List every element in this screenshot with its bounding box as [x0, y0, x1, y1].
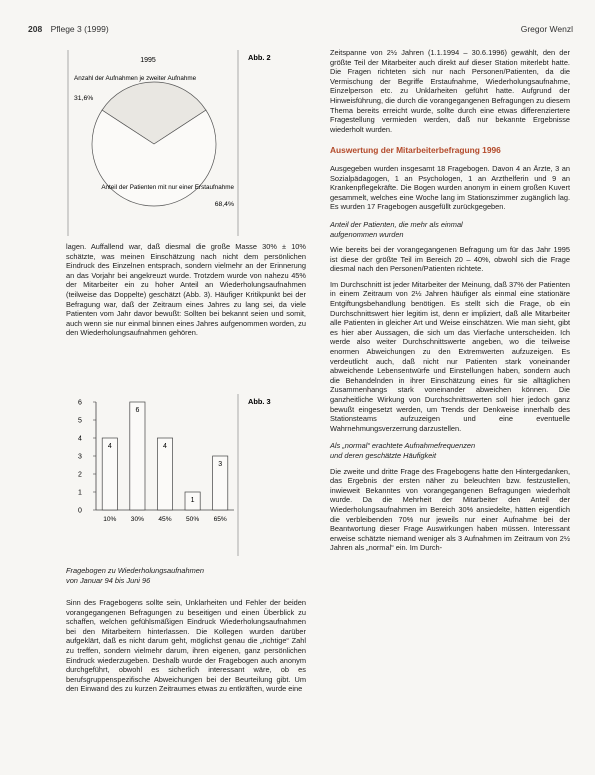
bar-value-label: 4	[163, 443, 167, 450]
paragraph: lagen. Auffallend war, daß diesmal die große Masse 30% ± 10% schätzte, was meinen Einschätzung nach nicht dem persönlichen Eindruck des Einzelnen entsprach, sondern vielmehr an der Erinnerung an das Vorjahr bei angekreuzt wurde. Trotzdem wurde von nahezu 45% der Mitarbeiter ein zu hoher Anteil an Wiederholungsaufnahmen (teilweise das Doppelte) geschätzt (Abb. 3). Häufiger Kritikpunkt bei der Befragung war, daß der Zeitraum eines Jahres zu lang sei, da viele Patienten vom Jahr davor bewußt: Sollten bei bekannt seien und somit, auch wenn sie nur einmal binnen eines Jahres aufgenommen worden, zu den Wiederholungsaufnahmen gehören.	[66, 242, 306, 338]
subheading-line: und deren geschätzte Häufigkeit	[330, 450, 437, 460]
bar	[130, 402, 145, 510]
x-tick-label: 45%	[158, 516, 172, 523]
subsection-heading	[330, 441, 570, 460]
pie-title: 1995	[140, 57, 156, 64]
x-tick-label: 50%	[185, 516, 200, 523]
caption-line: von Januar 94 bis Juni 96	[66, 575, 151, 585]
paragraph: Wie bereits bei der vorangegangenen Befragung um für das Jahr 1995 ist diese der größte Teil im Bereich 20 – 40%, obwohl sich die Frage diesmal nach den Personen/Patienten richtete.	[330, 245, 570, 274]
y-tick-label: 5	[78, 417, 82, 425]
pie-top-label: Anzahl der Aufnahmen je zweiter Aufnahme	[74, 75, 197, 82]
bar-value-label: 4	[107, 443, 112, 450]
pie-bottom-label: Anteil der Patienten mit nur einer Erstaufnahme	[101, 184, 234, 191]
subheading-line: Als „normal“ erachtete Aufnahmefrequenzen	[330, 441, 476, 451]
page-number: 208	[28, 24, 43, 34]
right-column-text	[330, 48, 570, 559]
y-tick-label: 6	[78, 399, 82, 407]
paragraph: Sinn des Fragebogens sollte sein, Unklarheiten und Fehler der beiden vorangegangenen Befragungen zu beseitigen und einen Überblick zu schaffen, welchen gefühlsmäßigen Eindruck Wiederholungsaufnahmen bei den Mitarbeitern hinterlassen. Die Kollegen wurden darüber aufgeklärt, daß es nicht darum geht, möglichst genau die „richtige“ Zahl zu treffen, sondern vielmehr darum, ihren eigenen, ganz persönlichen Eindruck wiederzugeben. Deshalb wurde der Fragebogen auch anonym durchgeführt, obwohl es sicherlich interessant wäre, ob es berufsgruppenspezifische Abweichungen bei der Beurteilung gibt. Um den Einwand des zu kurzen Zeitraumes etwas zu entkräften, wurde eine	[66, 598, 306, 694]
y-tick-label: 4	[78, 435, 82, 443]
caption-line: Fragebogen zu Wiederholungsaufnahmen	[66, 566, 204, 575]
x-tick-label: 30%	[130, 516, 145, 523]
bar-value-label: 1	[190, 497, 195, 504]
left-column-bottom-text	[66, 598, 306, 700]
subheading-line: aufgenommen wurden	[330, 229, 404, 239]
left-column-top-text	[66, 242, 306, 344]
y-tick-label: 2	[78, 471, 82, 479]
pie-bottom-value: 68,4%	[214, 201, 234, 208]
page-header	[28, 24, 573, 38]
bar-value-label: 6	[135, 407, 140, 414]
y-tick-label: 0	[78, 507, 82, 515]
figure3-caption	[66, 566, 306, 585]
pie-top-value: 31,6%	[74, 95, 94, 102]
bar-chart-figure	[66, 392, 316, 562]
y-tick-label: 1	[78, 489, 82, 497]
y-tick-label: 3	[78, 453, 82, 461]
figure3-label: Abb. 3	[248, 397, 271, 406]
bar-value-label: 3	[218, 461, 223, 468]
x-tick-label: 65%	[213, 516, 227, 523]
paragraph: Die zweite und dritte Frage des Fragebogens hatte den Hintergedanken, das Ergebnis der ersten näher zu beleuchten bzw. festzustellen, inwieweit Bekanntes von vorangegangenen Befragungen wiederholt wurde. Da die Mehrheit der Mitarbeiter den Anteil der Wiederholungsaufnahmen im Bereich 30% ansiedelte, hätten eigentlich die verbleibenden 70% nur jeweils nur einer Aufnahme bei der Beantwortung dieser Frage Auswirkungen haben müssen. Interessant erweise schätzte niemand weniger als 3 Aufnahmen im Zeitraum von 2½ Jahren als „normal“ ein. Im Durch-	[330, 466, 570, 553]
paragraph: Im Durchschnitt ist jeder Mitarbeiter der Meinung, daß 37% der Patienten in einem Zeitraum von 2½ Jahren häufiger als einmal eine stationäre Entgiftungsbehandlung benötigen. Es stellt sich die Frage, ob ein Durchschnittswert hier legitim ist, denn er impliziert, daß alle Mitarbeiter alle Patienten in gleicher Art und Weise einschätzen. Wie man sieht, gibt es hier aber Aussagen, die sich um das Vierfache unterscheiden. Ich werde also weiter Durchschnittswerte angeben, wo die teilweise enormen Abweichungen zu den Extremwerten aufzuzeigen. Es verdeutlicht auch, daß nicht nur Patienten stark voneinander abweichende Lebensentwürfe und Einstellungen haben, sondern auch die Behandelnden in ihrer Einschätzung eines für sie alltäglichen Zusammenhangs stark voneinander abweichen können. Die ganzheitliche Wirkung von Durchschnittswerten soll hier jedoch ganz bewußt eingesetzt werden, um Trends der Denkweise innerhalb des Stationsteams aufzuzeigen und eine eventuelle Wahrnehmungsverzerrung darzustellen.	[330, 279, 570, 433]
author-name: Gregor Wenzl	[520, 24, 573, 34]
figure2-label: Abb. 2	[248, 53, 271, 62]
section-heading: Auswertung der Mitarbeiterbefragung 1996	[330, 145, 501, 156]
subheading-line: Anteil der Patienten, die mehr als einmal	[330, 219, 463, 229]
x-tick-label: 10%	[103, 516, 117, 523]
pie-chart-figure	[66, 48, 316, 240]
subsection-heading	[330, 220, 570, 239]
paragraph: Zeitspanne von 2½ Jahren (1.1.1994 – 30.6.1996) gewählt, den der größte Teil der Mitarbeiter auch direkt auf dieser Station miterlebt hatte. Die Fragen richteten sich nur nach Personen/Patienten, da die Vermischung der Begriffe Erstaufnahme, Wiederholungsaufnahme, Einzelperson etc. zu Unklarheiten geführt hatte. Aufgrund der Hinweisführung, die durch die vorangegangenen Befragungen zu diesem Thema bereits erreicht wurde, sollte durch eine etwas differenziertere Fragestellung vermieden werden, daß nur bekannte Ergebnisse wiederholt wurden.	[330, 48, 570, 134]
paragraph: Ausgegeben wurden insgesamt 18 Fragebogen. Davon 4 an Ärzte, 3 an Sozialpädagogen, 1 an Psychologen, 1 an Arzthelferin und 9 an Krankenpflegekräfte. Die Bogen wurden anonym in einem großen Kuvert gesammelt, welches eine Woche lang im Stationszimmer zugänglich lag. Es wurden 17 Fragebogen ausgefüllt zurückgegeben.	[330, 163, 570, 212]
journal-name: Pflege 3 (1999)	[50, 24, 109, 34]
bar-marks	[78, 400, 234, 524]
